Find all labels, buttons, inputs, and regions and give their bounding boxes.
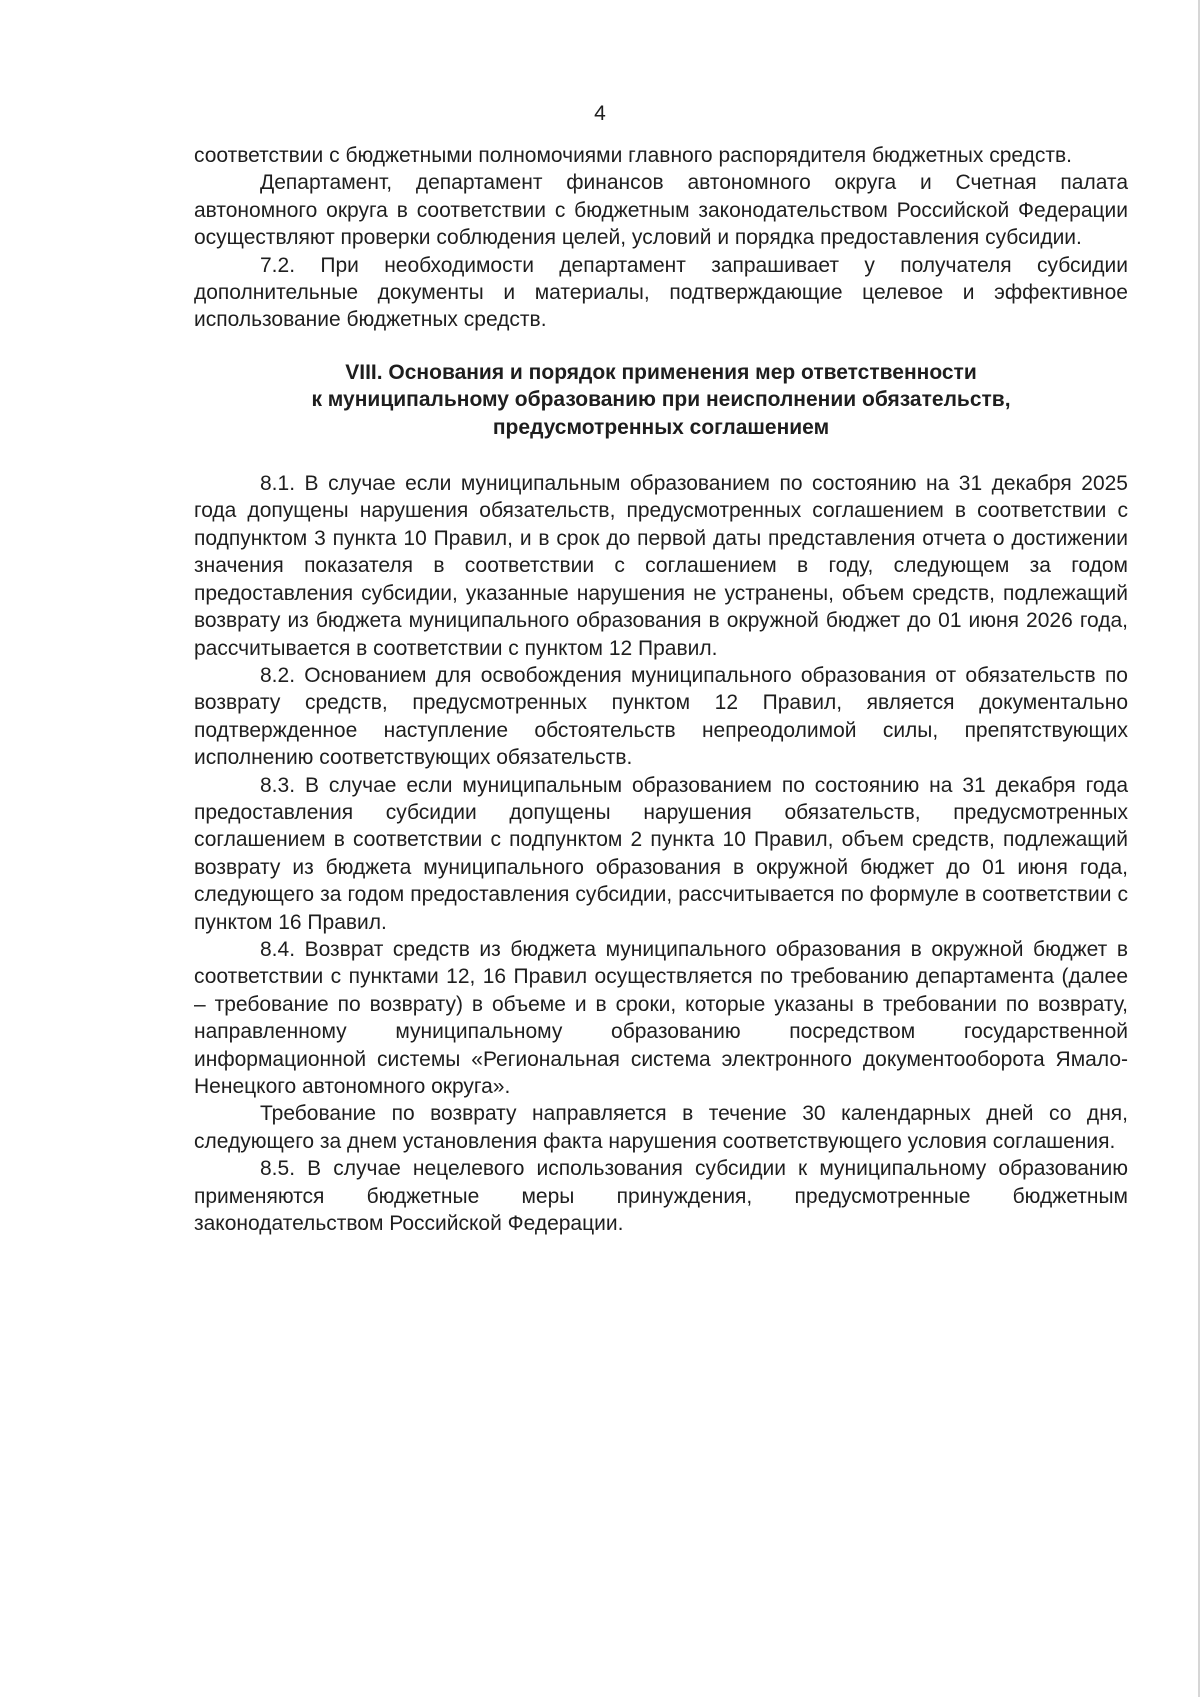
paragraph-8-5: 8.5. В случае нецелевого использования субсидии к муниципальному образованию применяются бюджетные меры принуждения, предусмотренные бюджетным законодательством Российской Федерации. bbox=[194, 1157, 1128, 1236]
section-heading-line-1: VIII. Основания и порядок применения мер ответственности bbox=[345, 360, 977, 384]
document-body bbox=[194, 142, 1128, 1237]
page-number: 4 bbox=[594, 102, 606, 125]
paragraph-audit: Департамент, департамент финансов автономного округа и Счетная палата автономного округа в соответствии с бюджетным законодательством Российской Федерации осуществляют проверки соблюдения целей, условий и порядка предоставления субсидии. bbox=[194, 171, 1128, 250]
paragraph-8-2: 8.2. Основанием для освобождения муниципального образования от обязательств по возврату средств, предусмотренных пунктом 12 Правил, является документально подтвержденное наступление обстоятельств непреодолимой силы, препятствующих исполнению соответствующих обязательств. bbox=[194, 663, 1128, 770]
section-heading-line-2: к муниципальному образованию при неисполнении обязательств, bbox=[311, 388, 1011, 412]
paragraph-8-4: 8.4. Возврат средств из бюджета муниципального образования в окружной бюджет в соответствии с пунктами 12, 16 Правил осуществляется по требованию департамента (далее – требование по возврату) в объеме и в сроки, которые указаны в требовании по возврату, направленному муниципальному образованию посредством государственной информационной системы «Региональная система электронного документооборота Ямало-Ненецкого автономного округа». bbox=[194, 937, 1128, 1098]
paragraph-8-1: 8.1. В случае если муниципальным образованием по состоянию на 31 декабря 2025 года допущены нарушения обязательств, предусмотренных соглашением в соответствии с подпунктом 3 пункта 10 Правил, и в срок до первой даты представления отчета о достижении значения показателя в соответствии с соглашением в году, следующем за годом предоставления субсидии, указанные нарушения не устранены, объем средств, подлежащий возврату из бюджета муниципального образования в окружной бюджет до 01 июня 2026 года, рассчитывается в соответствии с пунктом 12 Правил. bbox=[194, 472, 1128, 660]
paragraph-8-3: 8.3. В случае если муниципальным образованием по состоянию на 31 декабря года предоставления субсидии допущены нарушения обязательств, предусмотренных соглашением в соответствии с подпунктом 2 пункта 10 Правил, объем средств, подлежащий возврату из бюджета муниципального образования в окружной бюджет до 01 июня года, следующего за годом предоставления субсидии, рассчитывается по формуле в соответствии с пунктом 16 Правил. bbox=[194, 773, 1128, 934]
paragraph-7-2: 7.2. При необходимости департамент запрашивает у получателя субсидии дополнительные документы и материалы, подтверждающие целевое и эффективное использование бюджетных средств. bbox=[194, 253, 1128, 332]
section-heading bbox=[194, 359, 1128, 441]
paragraph-continuation: соответствии с бюджетными полномочиями главного распорядителя бюджетных средств. bbox=[194, 144, 1072, 167]
paragraph-8-4-return-request: Требование по возврату направляется в течение 30 календарных дней со дня, следующего за днем установления факта нарушения соответствующего условия соглашения. bbox=[194, 1102, 1128, 1153]
section-heading-line-3: предусмотренных соглашением bbox=[492, 415, 830, 439]
